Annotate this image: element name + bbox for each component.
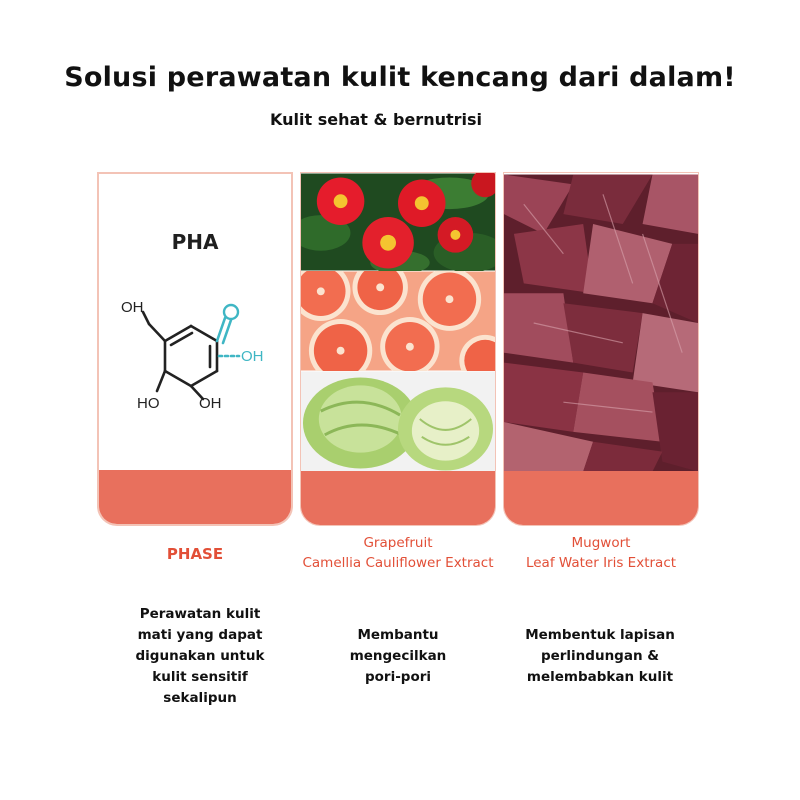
caption-line: Leaf Water Iris Extract: [525, 555, 677, 571]
description-line: melembabkan kulit: [526, 669, 674, 685]
description-line: mengecilkan: [349, 648, 447, 664]
dried-iris-petals-image: [504, 173, 698, 473]
description-line: kulit sensitif: [152, 669, 248, 685]
molecule-atom-oh-bottom: OH: [199, 395, 222, 412]
cabbage-image: [301, 371, 495, 473]
pha-card: [97, 172, 293, 526]
grapefruit-card: [300, 172, 496, 526]
mugwort-card: [503, 172, 699, 526]
mugwort-caption: [493, 533, 709, 573]
pha-caption: [97, 544, 293, 564]
description-line: sekalipun: [163, 690, 237, 706]
mugwort-description: [512, 625, 688, 688]
card-accent-band: [99, 470, 291, 524]
subheadline: Kulit sehat & bernutrisi: [270, 110, 483, 129]
molecule-atom-oh-right: OH: [241, 348, 264, 365]
description-line: Membantu: [357, 627, 439, 643]
caption-line: Mugwort: [571, 535, 631, 551]
grapefruit-caption: [290, 533, 506, 573]
card-accent-band: [504, 471, 698, 525]
description-line: perlindungan &: [540, 648, 660, 664]
molecule-atom-ho-bottom: HO: [137, 395, 160, 412]
pha-description: [112, 604, 288, 709]
description-line: Perawatan kulit: [139, 606, 261, 622]
card-accent-band: [301, 471, 495, 525]
pha-label: PHA: [171, 230, 219, 254]
pha-molecule-diagram: [113, 294, 283, 424]
grapefruit-description: [318, 625, 478, 688]
caption-line: Grapefruit: [363, 535, 433, 551]
description-line: pori-pori: [364, 669, 432, 685]
headline: Solusi perawatan kulit kencang dari dalam!: [64, 62, 736, 93]
description-line: mati yang dapat: [137, 627, 263, 643]
grapefruit-slices-image: [301, 271, 495, 371]
camellia-flower-image: [301, 173, 495, 271]
molecule-atom-oh-top: OH: [121, 299, 144, 316]
caption-line: PHASE: [166, 545, 224, 563]
description-line: Membentuk lapisan: [525, 627, 675, 643]
caption-line: Camellia Cauliflower Extract: [302, 555, 494, 571]
description-line: digunakan untuk: [135, 648, 265, 664]
